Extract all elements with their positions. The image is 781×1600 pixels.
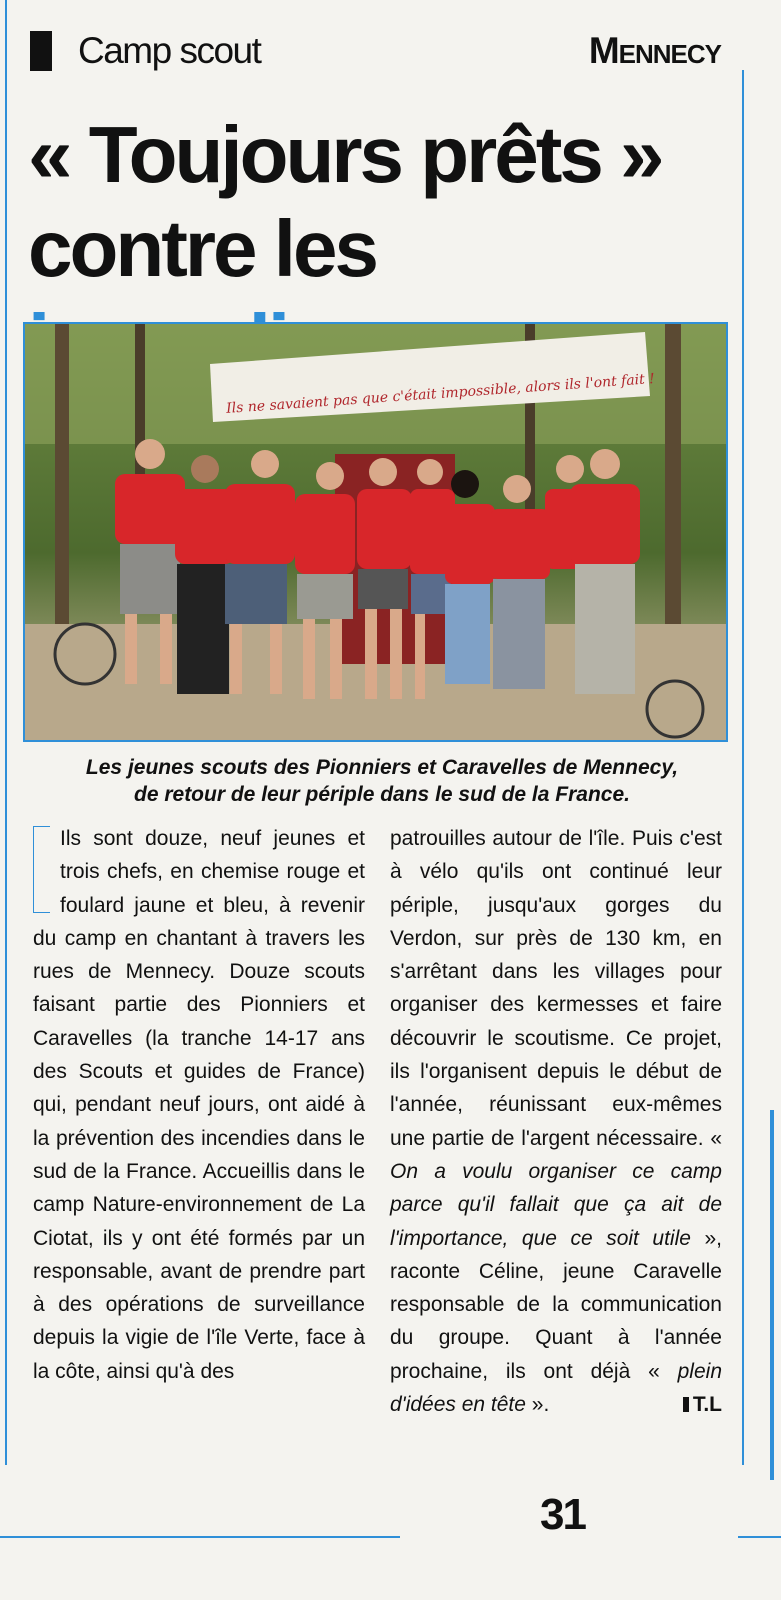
scout-group-photo (25, 324, 726, 740)
article-text-col-2-c: ». (525, 1393, 550, 1417)
article-column-2 (390, 822, 722, 1421)
photo-caption (22, 754, 742, 808)
frame-right-rule (742, 70, 744, 1465)
article-column-1 (33, 822, 365, 1388)
page-number: 31 (540, 1490, 585, 1539)
frame-right-rule-next-article (770, 1110, 774, 1480)
headline-line-1: « Toujours prêts » (28, 110, 662, 199)
author-signature (683, 1388, 722, 1421)
town-label: Mennecy (588, 30, 721, 71)
kicker-label: Camp scout (78, 30, 261, 71)
signature-square-icon (683, 1397, 689, 1412)
bottom-rule (0, 1536, 400, 1538)
bottom-rule (738, 1536, 781, 1538)
quote-2: plein d'idées en tête (390, 1359, 722, 1417)
article-text-col-2 (390, 822, 722, 1421)
headline-line-2-prefix: contre les (28, 204, 376, 293)
quote-1: On a voulu organiser ce camp parce qu'il fallait que ça ait de l'importance, que ce soit utile (390, 1159, 722, 1250)
section-kicker (30, 30, 260, 72)
article-text-col-1: Ils sont douze, neuf jeunes et trois chefs, en chemise rouge et foulard jaune et bleu, à revenir du camp en chantant à travers les rues de Mennecy. Douze scouts faisant partie des Pionniers et Caravelles (la tranche 14-17 ans des Scouts et guides de France) qui, pendant neuf jours, ont aidé à la prévention des incendies dans le sud de la France. Accueillis dans le camp Nature-environnement de La Ciotat, ils y ont été formés par un responsable, avant de prendre part à des opérations de surveillance depuis la vigie de l'île Verte, face à la côte, ainsi qu'à des (33, 827, 365, 1383)
kicker-square-icon (30, 31, 52, 71)
caption-line-2: de retour de leur périple dans le sud de la France. (134, 783, 630, 806)
dropcap-frame (33, 826, 50, 913)
article-photo (23, 322, 728, 742)
banner-text: Ils ne savaient pas que c'était impossible, alors ils l'ont fait ! (225, 370, 656, 417)
caption-line-1: Les jeunes scouts des Pionniers et Caravelles de Mennecy, (85, 756, 679, 779)
article-text-col-2-b: », raconte Céline, jeune Caravelle responsable de la communication du groupe. Quant à l'année prochaine, ils ont déjà « (390, 1226, 722, 1383)
article-text-col-2-a: patrouilles autour de l'île. Puis c'est à vélo qu'ils ont continué leur périple, jusqu'aux gorges du Verdon, sur près de 130 km, en s'arrêtant dans les villages pour organiser des kermesses et faire découvrir le scoutisme. Ce projet, ils l'organisent depuis le début de l'année, réunissant eux-mêmes une partie de l'argent nécessaire. « (390, 827, 722, 1150)
frame-left-rule (5, 0, 7, 1465)
signature-initials: T.L (692, 1393, 722, 1417)
